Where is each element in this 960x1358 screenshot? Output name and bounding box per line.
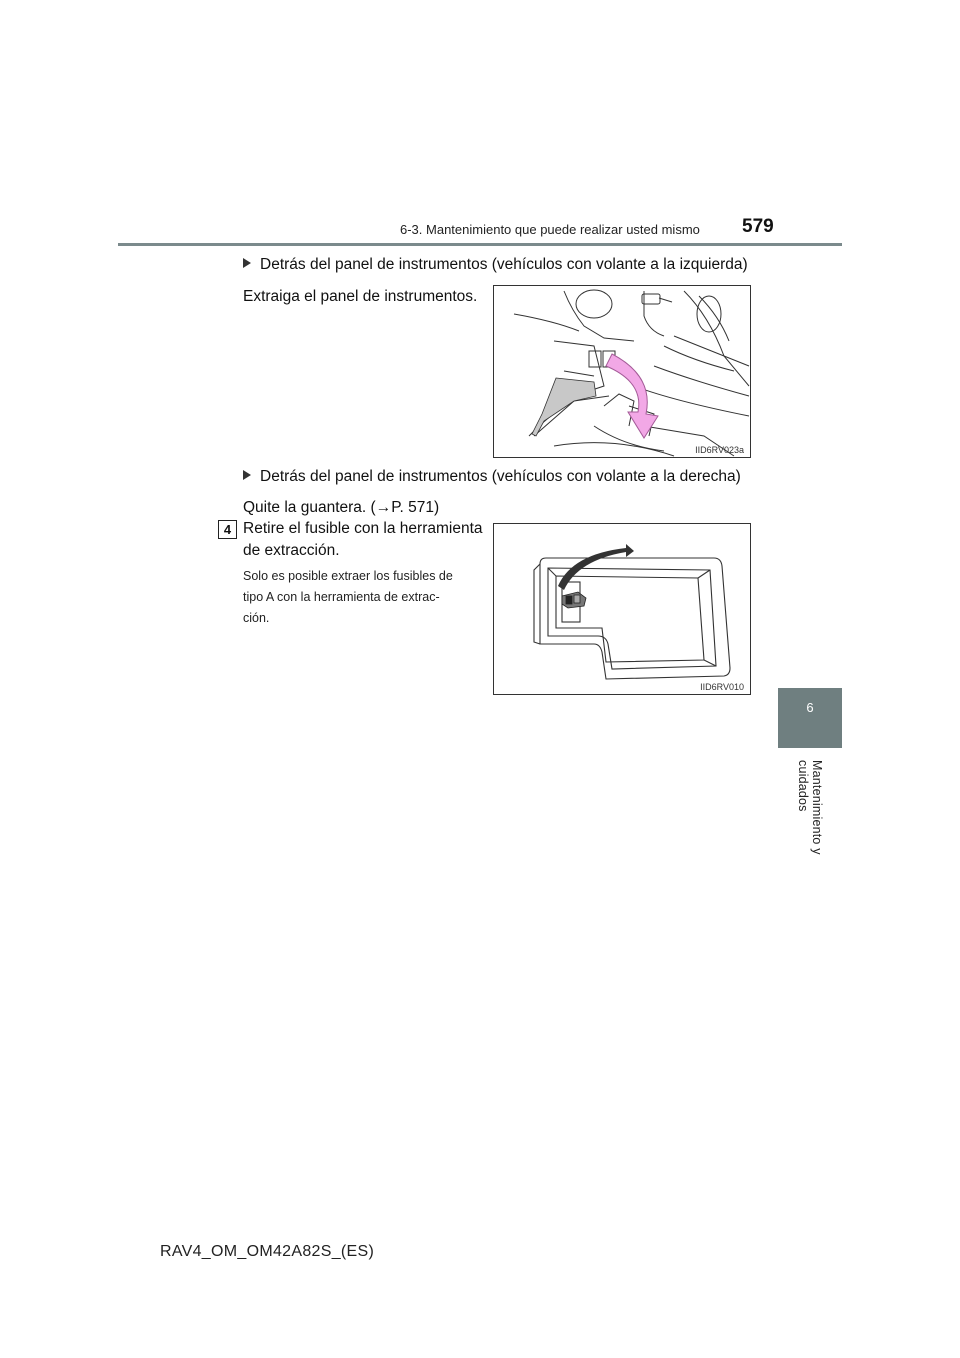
step-line-1: Retire el fusible con la herramienta bbox=[243, 520, 483, 537]
triangle-bullet-icon bbox=[243, 258, 251, 268]
note-line-1: Solo es posible extraer los fusibles de bbox=[243, 569, 453, 583]
instrument-panel-illustration bbox=[494, 286, 750, 457]
figure2-code: IID6RV010 bbox=[700, 682, 744, 692]
triangle-bullet-icon bbox=[243, 470, 251, 480]
chapter-number: 6 bbox=[806, 700, 814, 715]
bullet-lhd bbox=[243, 256, 748, 274]
note-line-2: tipo A con la herramienta de extrac- bbox=[243, 590, 440, 604]
header-rule bbox=[118, 243, 842, 246]
document-code: RAV4_OM_OM42A82S_(ES) bbox=[160, 1243, 375, 1260]
bullet-lhd-text: Detrás del panel de instrumentos (vehículos con volante a la izquierda) bbox=[260, 256, 748, 273]
bullet-rhd bbox=[243, 468, 741, 486]
section-header: 6-3. Mantenimiento que puede realizar usted mismo bbox=[400, 222, 700, 237]
figure-fuse-box bbox=[493, 523, 751, 695]
bullet-rhd-text: Detrás del panel de instrumentos (vehículos con volante a la derecha) bbox=[260, 468, 741, 485]
chapter-tab bbox=[778, 688, 842, 748]
arrow-down-icon bbox=[606, 354, 658, 438]
step-number-box: 4 bbox=[218, 520, 237, 539]
instruction-remove-panel: Extraiga el panel de instrumentos. bbox=[243, 288, 478, 305]
chapter-title: Mantenimiento y cuidados bbox=[796, 760, 824, 855]
figure-instrument-panel bbox=[493, 285, 751, 458]
page-number: 579 bbox=[742, 216, 774, 237]
fuse-box-illustration bbox=[494, 524, 750, 694]
note-line-3: ción. bbox=[243, 611, 270, 625]
instruction-remove-glovebox: Quite la guantera. (→P. 571) bbox=[243, 499, 440, 516]
step-line-2: de extracción. bbox=[243, 542, 340, 559]
figure1-code: IID6RV023a bbox=[695, 445, 744, 455]
